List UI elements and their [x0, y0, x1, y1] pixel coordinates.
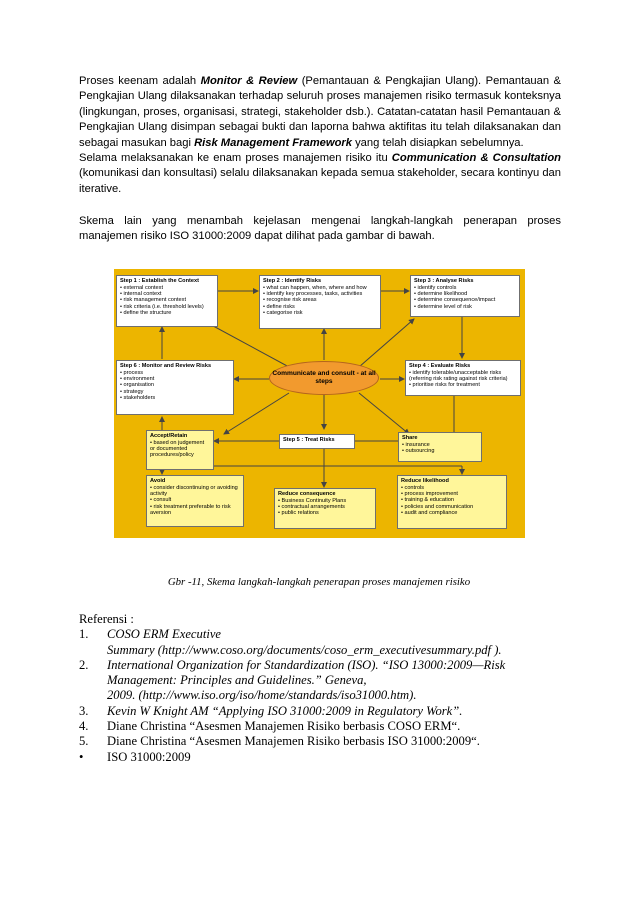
step3-box: [410, 275, 520, 317]
share-item: • outsourcing: [402, 448, 478, 454]
communicate-consult-ellipse: [269, 361, 379, 395]
bullet-icon: •: [79, 749, 84, 764]
reference-line: Kevin W Knight AM “Applying ISO 31000:2009 in Regulatory Work”.: [107, 703, 463, 718]
references-heading: Referensi :: [79, 612, 134, 626]
avoid-item: • consult: [150, 497, 240, 503]
scheme-paragraph: Skema lain yang menambah kejelasan mengenai langkah-langkah penerapan proses manajemen risiko ISO 31000:2009 dapat dilihat pada gambar di bawah.: [79, 215, 561, 243]
text-span: (komunikasi dan konsultasi) selalu dilaksanakan kepada semua stakeholder, secara kontinyu dan iterative.: [79, 167, 561, 195]
reduce-likelihood-item: • audit and compliance: [401, 510, 503, 516]
reference-item: [79, 658, 559, 704]
intro-paragraph: [79, 74, 561, 197]
avoid-item: • consider discontinuing or avoiding activity: [150, 485, 240, 498]
reference-number: 2.: [79, 657, 89, 672]
center-label: Communicate and consult - at all steps: [272, 370, 376, 385]
reduce-consequence-item: • public relations: [278, 510, 372, 516]
step2-item: • identify key processes, tasks, activities: [263, 291, 377, 297]
step2-item: • define risks: [263, 304, 377, 310]
term-communication-consultation: Communication & Consultation: [391, 152, 562, 165]
reduce-likelihood-item: • training & education: [401, 497, 503, 503]
step1-item: • risk criteria (i.e. threshold levels): [120, 304, 214, 310]
reference-line: Management: Principles and Guidelines.” Geneva,: [107, 673, 367, 688]
reduce-consequence-title: Reduce consequence: [278, 491, 336, 497]
reduce-consequence-item: • Business Continuity Plans: [278, 498, 372, 504]
reference-item: [79, 627, 559, 658]
avoid-title: Avoid: [150, 478, 166, 484]
step1-item: • internal context: [120, 291, 214, 297]
step6-item: • strategy: [120, 389, 230, 395]
reduce-likelihood-item: • controls: [401, 485, 503, 491]
reference-line: 2009. (http://www.iso.org/iso/home/standards/iso31000.htm).: [107, 688, 417, 703]
reference-line: COSO ERM Executive: [107, 627, 221, 642]
reduce-consequence-item: • contractual arrangements: [278, 504, 372, 510]
text-span: Proses keenam adalah: [79, 75, 201, 87]
share-title: Share: [402, 435, 418, 441]
accept-item: • based on judgement or documented procedures/policy: [150, 440, 210, 459]
avoid-box: [146, 475, 244, 527]
reference-line: International Organization for Standardization (ISO). “ISO 13000:2009—Risk: [107, 657, 506, 672]
reference-number: 5.: [79, 734, 89, 749]
share-item: • insurance: [402, 442, 478, 448]
step5-title: Step 5 : Treat Risks: [283, 437, 335, 443]
step2-item: • categorise risk: [263, 310, 377, 316]
reference-item: [79, 704, 559, 719]
step2-item: • what can happen, when, where and how: [263, 285, 377, 291]
step6-item: • stakeholders: [120, 395, 230, 401]
reference-line: ISO 31000:2009: [107, 749, 191, 764]
share-box: [398, 432, 482, 462]
step6-box: [116, 360, 234, 415]
text-span: Selama melaksanakan ke enam proses manajemen risiko itu: [79, 152, 392, 165]
step2-item: • recognise risk areas: [263, 297, 377, 303]
reduce-consequence-box: [274, 488, 376, 529]
reduce-likelihood-box: [397, 475, 507, 529]
reference-number: 1.: [79, 627, 89, 642]
reduce-likelihood-item: • process improvement: [401, 491, 503, 497]
reference-number: 4.: [79, 719, 89, 734]
avoid-item: • risk treatment preferable to risk aversion: [150, 504, 240, 517]
step3-item: • determine consequence/impact: [414, 297, 516, 303]
references-section: [79, 612, 559, 765]
step1-item: • external context: [120, 285, 214, 291]
reference-line: Diane Christina “Asesmen Manajemen Risiko berbasis COSO ERM“.: [107, 719, 461, 734]
step4-item: • prioritise risks for treatment: [409, 382, 517, 388]
reference-line: Diane Christina “Asesmen Manajemen Risiko berbasis ISO 31000:2009“.: [107, 734, 480, 749]
reduce-likelihood-title: Reduce likelihood: [401, 478, 449, 484]
step1-item: • risk management context: [120, 297, 214, 303]
step6-item: • organisation: [120, 382, 230, 388]
risk-process-diagram: [114, 269, 525, 538]
reference-item: [79, 734, 559, 749]
text-span: yang telah disiapkan sebelumnya.: [351, 136, 524, 149]
step1-box: [116, 275, 218, 327]
step5-box: [279, 434, 355, 449]
step3-item: • determine level of risk: [414, 304, 516, 310]
text-span: (Pemantauan & Pengkajian Ulang). Pemantauan & Pengkajian Ulang dilaksanakan terhadap seluruh proses manajemen risiko termasuk konteksnya (lingkungan, proses, organisasi, strategi, stakeholder dsb.). Catatan-catatan hasil Pemantauan & Pengkajian Ulang disimpan sebagai bukti dan laporna bahwa aktifitas itu telah dilaksanakan dan sebagai masukan bagi: [79, 75, 562, 149]
step6-item: • process: [120, 370, 230, 376]
reference-item: [79, 719, 559, 734]
step4-box: [405, 360, 521, 396]
accept-retain-box: [146, 430, 214, 470]
step4-title: Step 4 : Evaluate Risks: [409, 363, 471, 369]
reference-item: [79, 750, 559, 765]
step6-item: • environment: [120, 376, 230, 382]
figure-caption: Gbr -11, Skema langkah-langkah penerapan proses manajemen risiko: [167, 576, 471, 588]
accept-title: Accept/Retain: [150, 433, 188, 439]
step6-title: Step 6 : Monitor and Review Risks: [120, 363, 212, 369]
reduce-likelihood-item: • policies and communication: [401, 504, 503, 510]
reference-number: 3.: [79, 703, 89, 718]
step2-box: [259, 275, 381, 329]
step3-item: • identify controls: [414, 285, 516, 291]
term-monitor-review: Monitor & Review: [200, 75, 298, 87]
step1-title: Step 1 : Establish the Context: [120, 278, 199, 284]
step1-item: • define the structure: [120, 310, 214, 316]
term-risk-management-framework: Risk Management Framework: [194, 136, 352, 149]
step4-item: • identify tolerable/unacceptable risks (referring risk rating against risk criteria): [409, 370, 517, 383]
reference-line: Summary (http://www.coso.org/documents/coso_erm_executivesummary.pdf ).: [107, 642, 502, 657]
step3-title: Step 3 : Analyse Risks: [414, 278, 474, 284]
step2-title: Step 2 : Identify Risks: [263, 278, 322, 284]
step3-item: • determine likelihood: [414, 291, 516, 297]
